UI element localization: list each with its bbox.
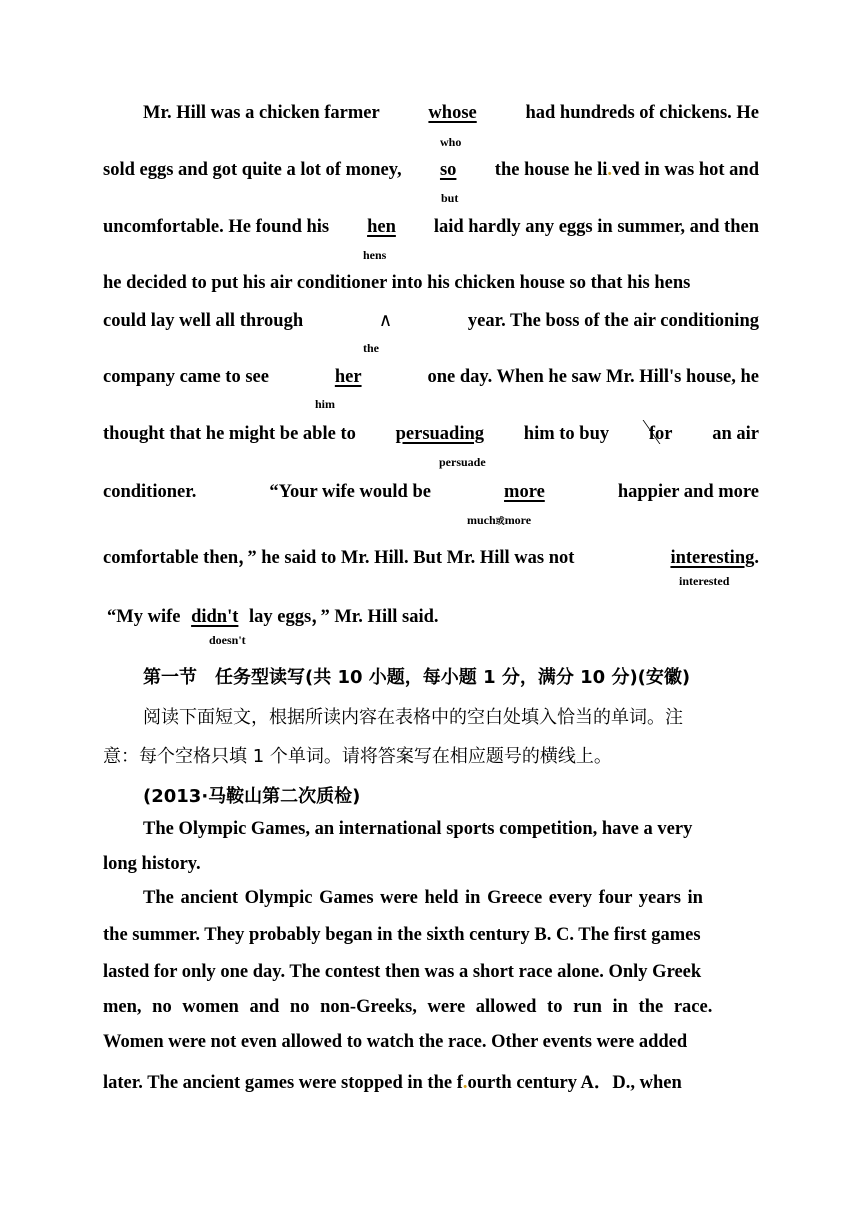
passage-p2-line-5: Women were not even allowed to watch the race. Other events were added bbox=[103, 1032, 688, 1052]
proof-line-9 bbox=[103, 543, 759, 569]
proof-line-5 bbox=[103, 310, 759, 332]
instructions-line-1: 阅读下面短文，根据所读内容在表格中的空白处填入恰当的单词。注 bbox=[143, 707, 683, 728]
text: “Your wife would be bbox=[269, 482, 431, 502]
passage-p1-line-2: long history. bbox=[103, 854, 201, 874]
text: happier and more bbox=[617, 482, 759, 502]
stray-dot: . bbox=[607, 160, 612, 180]
correction: much或more bbox=[467, 513, 532, 527]
error-word: more bbox=[504, 482, 545, 502]
proof-line-1 bbox=[103, 103, 759, 124]
text: Mr. Hill was a chicken farmer bbox=[143, 103, 380, 123]
text: laid hardly any eggs in summer, and then bbox=[433, 217, 759, 237]
passage-p2-line-2: the summer. They probably began in the sixth century B. C. The first games bbox=[103, 925, 701, 945]
proof-line-3 bbox=[103, 217, 759, 238]
text: uncomfortable. He found his bbox=[103, 217, 330, 237]
correction: but bbox=[441, 191, 459, 205]
section-heading: 第一节 任务型读写(共 10 小题，每小题 1 分，满分 10 分)(安徽) bbox=[143, 667, 691, 688]
error-word: whose bbox=[428, 103, 477, 123]
error-word: didn't bbox=[191, 607, 239, 627]
text: company came to see bbox=[103, 367, 269, 387]
insert-caret: ∧ bbox=[378, 311, 393, 331]
correction: interested bbox=[679, 574, 730, 588]
text: the house he li.ved in was hot and bbox=[494, 160, 759, 180]
correction: him bbox=[315, 397, 336, 411]
deleted-word: for bbox=[649, 424, 673, 445]
proof-line-4 bbox=[103, 273, 759, 294]
text: sold eggs and got quite a lot of money, bbox=[103, 160, 402, 180]
correction: doesn't bbox=[209, 633, 246, 647]
text: he decided to put his air conditioner into his chicken house so that his hens bbox=[103, 273, 691, 293]
correction: hens bbox=[363, 248, 387, 262]
text: year. The boss of the air conditioning bbox=[467, 311, 759, 331]
correction: who bbox=[440, 135, 462, 149]
error-word: her bbox=[334, 367, 362, 387]
proof-line-2 bbox=[103, 160, 759, 181]
correction: the bbox=[363, 341, 379, 355]
passage-p1-line-1: The Olympic Games, an international sports competition, have a very bbox=[143, 819, 693, 839]
source-label: (2013·马鞍山第二次质检) bbox=[143, 786, 361, 807]
text: thought that he might be able to bbox=[103, 424, 356, 444]
error-word: persuading bbox=[395, 424, 485, 444]
passage-p2-line-3: lasted for only one day. The contest then was a short race alone. Only Greek bbox=[103, 962, 702, 982]
proof-line-10 bbox=[107, 602, 439, 628]
proof-line-7 bbox=[103, 424, 759, 445]
text: an air bbox=[712, 424, 759, 444]
error-word: interesting bbox=[670, 548, 755, 568]
or-label: 或 bbox=[495, 516, 505, 526]
text: comfortable then，” he said to Mr. Hill. But Mr. Hill was not bbox=[103, 548, 575, 568]
text: lay eggs，” Mr. Hill said. bbox=[249, 607, 439, 627]
text: had hundreds of chickens. He bbox=[525, 103, 759, 123]
text: one day. When he saw Mr. Hill's house, he bbox=[427, 367, 759, 387]
error-word: hen bbox=[367, 217, 396, 237]
passage-p2-line-1: The ancient Olympic Games were held in Greece every four years in bbox=[143, 888, 703, 908]
text: conditioner. bbox=[103, 482, 197, 502]
passage-p2-line-6: later. The ancient games were stopped in the f.ourth century A．D., when bbox=[103, 1073, 682, 1093]
stray-dot: . bbox=[462, 1073, 468, 1093]
correction: persuade bbox=[439, 455, 486, 469]
error-group: interesting. bbox=[670, 548, 759, 568]
proof-line-6 bbox=[103, 367, 759, 388]
passage-p2-line-4: men, no women and no non-Greeks, were allowed to run in the race. bbox=[103, 997, 713, 1017]
text: him to buy bbox=[523, 424, 610, 444]
text: “My wife bbox=[107, 607, 181, 627]
instructions-line-2: 意：每个空格只填 1 个单词。请将答案写在相应题号的横线上。 bbox=[103, 746, 612, 767]
error-word: so bbox=[439, 160, 457, 180]
text: could lay well all through bbox=[103, 311, 304, 331]
proof-line-8 bbox=[103, 482, 759, 503]
